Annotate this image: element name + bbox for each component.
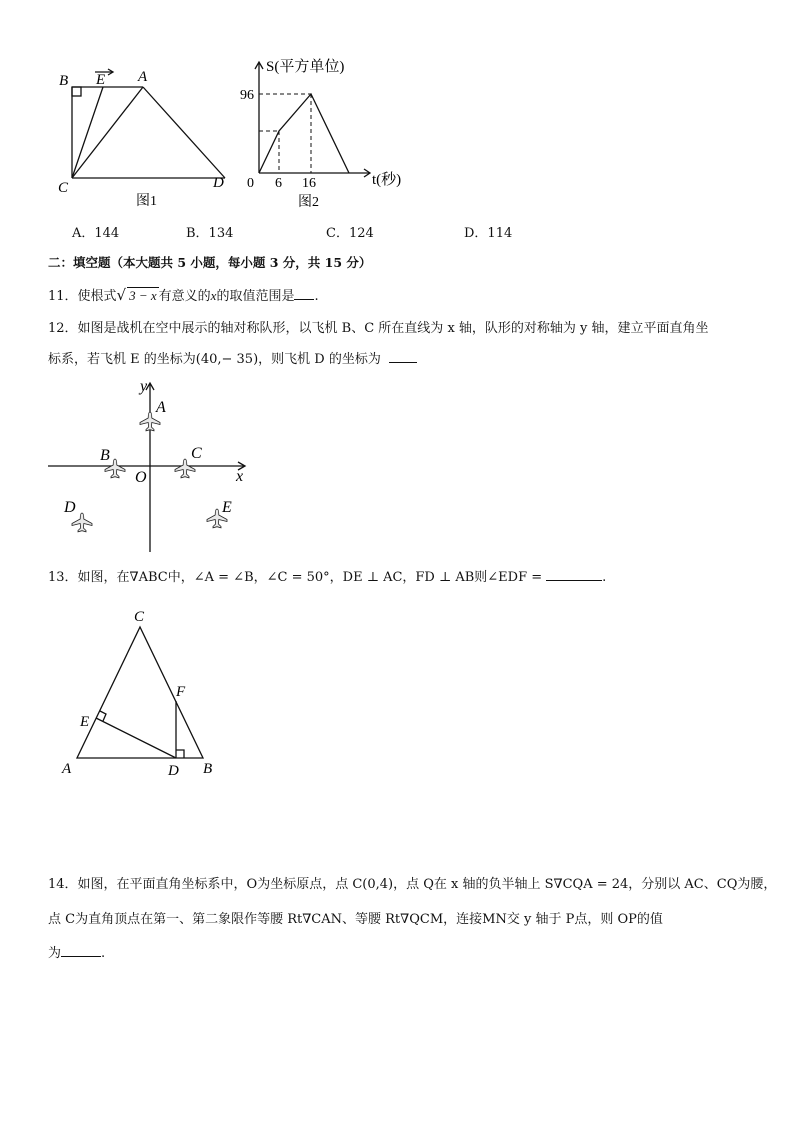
- q14-line-2: 点 C为直角顶点在第一、第二象限作等腰 Rt∇CAN、等腰 Rt∇QCM，连接MN交 y 轴于 P点，则 OP的值: [48, 912, 663, 927]
- q13-fig-label-f: F: [176, 684, 186, 700]
- q13-end: .: [602, 570, 607, 585]
- q14-line-3-text: 为: [48, 946, 62, 961]
- question-13: [48, 566, 606, 585]
- fig2-x-axis-label: t(秒): [372, 172, 402, 188]
- q12-fig-label-d: D: [64, 499, 76, 516]
- q13-fig-label-c: C: [134, 609, 145, 625]
- fig2-t1: 6: [275, 176, 282, 191]
- q13-fig-label-a: A: [62, 761, 72, 777]
- q13-answer-blank[interactable]: [546, 568, 602, 581]
- question-11: [48, 285, 319, 304]
- q10-option-d: D．114: [464, 226, 513, 241]
- fig2-caption: 图2: [298, 195, 319, 210]
- q13-fig-label-d: D: [168, 763, 179, 779]
- section-title: 二：填空题（本大题共 5 小题，每小题 3 分，共 15 分）: [48, 255, 372, 270]
- q11-variable: x: [210, 288, 217, 303]
- q14-line-1: 14．如图，在平面直角坐标系中，O为坐标原点，点 C(0,4)，点 Q在 x 轴的负半轴上 S∇CQA = 24，分别以 AC、CQ为腰，: [48, 877, 777, 892]
- q13-fig-label-e: E: [80, 714, 90, 730]
- q10-figure-1: [50, 60, 240, 210]
- q13-figure: [58, 605, 228, 785]
- q11-end: .: [314, 289, 319, 304]
- q10-option-a: A．144: [72, 226, 120, 241]
- q12-line-2: [48, 348, 417, 367]
- q14-line-3: [48, 942, 105, 961]
- q12-line-1: 12．如图是战机在空中展示的轴对称队形，以飞机 B、C 所在直线为 x 轴，队形的对称轴为 y 轴，建立平面直角坐: [48, 321, 709, 336]
- q11-sqrt-sign: √: [116, 286, 127, 304]
- fig2-s-max: 96: [240, 88, 254, 103]
- fig2-y-axis-label: S(平方单位): [266, 59, 345, 75]
- fig1-label-b: B: [59, 73, 69, 89]
- q12-fig-label-e: E: [222, 499, 232, 516]
- fig2-origin: 0: [247, 176, 254, 191]
- q12-answer-blank[interactable]: [389, 350, 417, 363]
- q11-answer-blank[interactable]: [294, 287, 314, 300]
- q11-radicand: 3 − x: [129, 288, 157, 303]
- q12-fig-label-b: B: [100, 447, 110, 464]
- q11-suffix: 有意义的: [158, 289, 211, 304]
- fig1-label-d: D: [213, 175, 224, 191]
- q12-fig-label-c: C: [191, 445, 202, 462]
- q12-line-2-text: 标系，若飞机 E 的坐标为(40,− 35)，则飞机 D 的坐标为: [48, 352, 381, 367]
- q12-fig-label-a: A: [156, 399, 166, 416]
- q10-option-c: C．124: [326, 226, 374, 241]
- q10-option-b: B．134: [186, 226, 234, 241]
- q14-end: .: [101, 946, 106, 961]
- q12-figure: [44, 374, 264, 559]
- fig1-label-a: A: [138, 69, 148, 85]
- q12-fig-x-label: x: [236, 468, 244, 485]
- q12-fig-origin: O: [135, 469, 147, 486]
- fig1-label-c: C: [58, 180, 69, 196]
- fig1-label-e: E: [96, 72, 106, 88]
- q13-text: 13．如图，在∇ABC中，∠A = ∠B，∠C = 50°，DE ⊥ AC，FD ⊥ AB则∠EDF =: [48, 570, 543, 585]
- fig2-t2: 16: [302, 176, 316, 191]
- q11-prefix: 11．使根式: [48, 289, 117, 304]
- q11-suffix2: 的取值范围是: [216, 289, 295, 304]
- fig1-caption: 图1: [136, 194, 157, 209]
- q13-fig-label-b: B: [203, 761, 213, 777]
- q10-figure-2: [238, 50, 418, 210]
- q14-answer-blank[interactable]: [61, 944, 101, 957]
- q12-fig-y-label: y: [140, 378, 148, 395]
